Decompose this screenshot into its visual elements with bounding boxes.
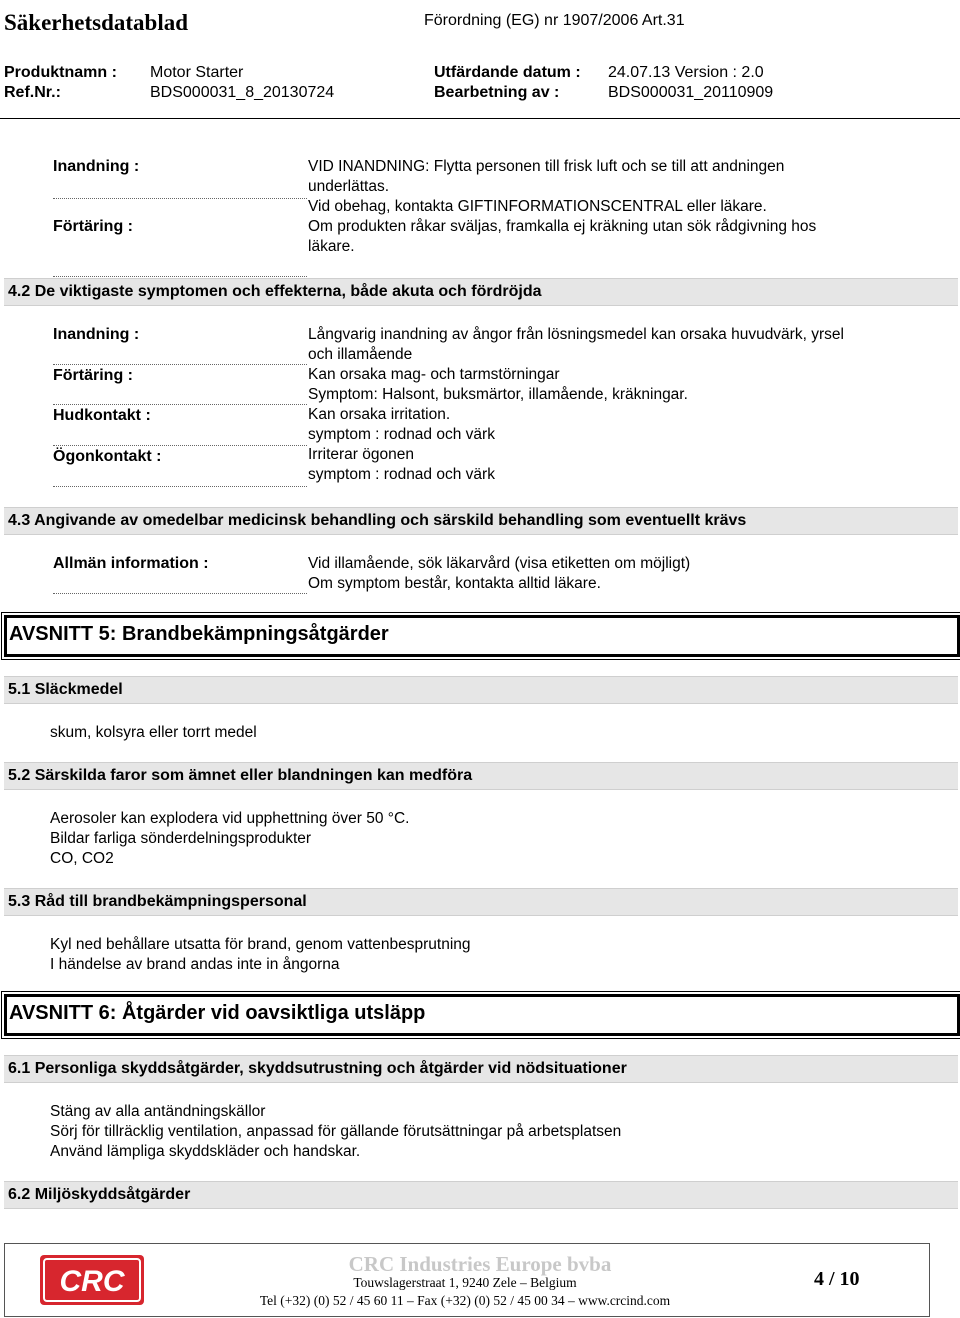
revision-label: Bearbetning av :	[434, 84, 560, 101]
regulation-reference: Förordning (EG) nr 1907/2006 Art.31	[424, 12, 685, 29]
text-line: underlättas.	[308, 178, 389, 195]
ingestion-label: Förtäring :	[53, 367, 133, 384]
divider	[53, 198, 307, 199]
text-line: Om symptom består, kontakta alltid läkare.	[308, 575, 601, 592]
text-line: Vid illamående, sök läkarvård (visa etiketten om möjligt)	[308, 555, 691, 572]
inhalation-label: Inandning :	[53, 326, 140, 343]
text-line: och illamående	[308, 346, 413, 363]
divider	[53, 445, 307, 446]
product-name-value: Motor Starter	[150, 64, 244, 81]
firefighter-advice-text	[50, 935, 471, 975]
text-line: Långvarig inandning av ångor från lösningsmedel kan orsaka huvudvärk, yrsel	[308, 326, 844, 343]
text-line: I händelse av brand andas inte in ångorna	[50, 956, 340, 973]
subheading-6-1: 6.1 Personliga skyddsåtgärder, skyddsutrustning och åtgärder vid nödsituationer	[4, 1055, 958, 1083]
text-line: Symptom: Halsont, buksmärtor, illamående, kräkningar.	[308, 386, 688, 403]
subheading-4-3: 4.3 Angivande av omedelbar medicinsk behandling och särskild behandling som eventuellt krävs	[4, 507, 958, 535]
special-hazards-text	[50, 809, 409, 869]
subheading-5-2: 5.2 Särskilda faror som ämnet eller blandningen kan medföra	[4, 762, 958, 790]
document-title: Säkerhetsdatablad	[4, 10, 189, 35]
text-line: Kyl ned behållare utsatta för brand, genom vattenbesprutning	[50, 936, 471, 953]
text-line: CO, CO2	[50, 850, 114, 867]
inhalation-label: Inandning :	[53, 158, 140, 175]
text-line: Använd lämpliga skyddskläder och handskar.	[50, 1143, 361, 1160]
extinguishing-media-text: skum, kolsyra eller torrt medel	[50, 724, 257, 741]
first-aid-text	[308, 157, 816, 257]
issue-date-value: 24.07.13 Version : 2.0	[608, 64, 764, 81]
svg-text:CRC: CRC	[59, 1265, 125, 1298]
page-number: 4 / 10	[814, 1268, 860, 1290]
text-line: Aerosoler kan explodera vid upphettning över 50 °C.	[50, 810, 410, 827]
footer-company: CRC Industries Europe bvba	[348, 1252, 612, 1276]
footer-contact: Tel (+32) (0) 52 / 45 60 11 – Fax (+32) (0) 52 / 45 00 34 – www.crcind.com	[259, 1293, 671, 1308]
text-line: VID INANDNING: Flytta personen till frisk luft och se till att andningen	[308, 158, 785, 175]
personal-precautions-text	[50, 1102, 621, 1162]
subheading-6-2: 6.2 Miljöskyddsåtgärder	[4, 1181, 958, 1209]
text-line: Stäng av alla antändningskällor	[50, 1103, 266, 1120]
medical-treatment-text	[308, 554, 690, 594]
text-line: Irriterar ögonen	[308, 446, 414, 463]
divider	[53, 364, 307, 365]
text-line: Vid obehag, kontakta GIFTINFORMATIONSCENTRAL eller läkare.	[308, 198, 767, 215]
text-line: Sörj för tillräcklig ventilation, anpassad för gällande förutsättningar på arbetsplatsen	[50, 1123, 622, 1140]
text-line: symptom : rodnad och värk	[308, 426, 495, 443]
divider	[53, 593, 307, 594]
text-line: Om produkten råkar sväljas, framkalla ej kräkning utan sök rådgivning hos	[308, 218, 817, 235]
text-line: läkare.	[308, 238, 355, 255]
text-line: Kan orsaka irritation.	[308, 406, 451, 423]
section-6-title: AVSNITT 6: Åtgärder vid oavsiktliga utsläpp	[4, 994, 960, 1036]
ref-number-label: Ref.Nr.:	[4, 84, 61, 101]
skin-contact-label: Hudkontakt :	[53, 407, 151, 424]
subheading-4-2: 4.2 De viktigaste symptomen och effekterna, både akuta och fördröjda	[4, 278, 958, 306]
subheading-5-1: 5.1 Släckmedel	[4, 676, 958, 704]
eye-contact-label: Ögonkontakt :	[53, 448, 162, 465]
issue-date-label: Utfärdande datum :	[434, 64, 581, 81]
footer-address: Touwslagerstraat 1, 9240 Zele – Belgium	[353, 1275, 577, 1290]
divider	[53, 276, 307, 277]
symptoms-text	[308, 325, 844, 485]
subheading-5-3: 5.3 Råd till brandbekämpningspersonal	[4, 888, 958, 916]
general-information-label: Allmän information :	[53, 555, 209, 572]
text-line: Kan orsaka mag- och tarmstörningar	[308, 366, 560, 383]
ref-number-value: BDS000031_8_20130724	[150, 84, 335, 101]
section-5-title: AVSNITT 5: Brandbekämpningsåtgärder	[4, 615, 960, 657]
ingestion-label: Förtäring :	[53, 218, 133, 235]
revision-value: BDS000031_20110909	[608, 84, 774, 101]
divider	[53, 486, 307, 487]
text-line: symptom : rodnad och värk	[308, 466, 495, 483]
product-name-label: Produktnamn :	[4, 64, 117, 81]
header-divider	[0, 118, 960, 119]
divider	[53, 404, 307, 405]
text-line: Bildar farliga sönderdelningsprodukter	[50, 830, 312, 847]
